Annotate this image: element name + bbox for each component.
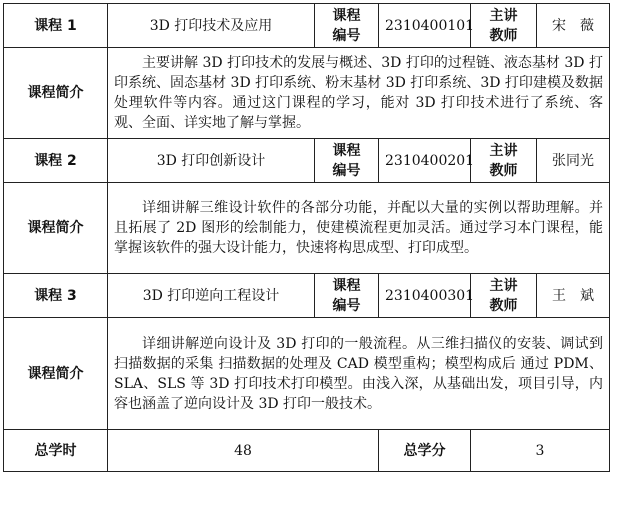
course-1-intro-text: 主要讲解 3D 打印技术的发展与概述、3D 打印的过程链、液态基材 3D 打印系统、固态基材 3D 打印系统、粉末基材 3D 打印系统、3D 打印建模及数据处理软件等内容。通过这门课程的学习，能对 3D 打印技术进行了系统、客观、全面、详实地了解与掌握。 xyxy=(114,55,603,131)
totals-row xyxy=(4,430,610,472)
course-3-intro xyxy=(108,318,610,430)
course-3-intro-label: 课程简介 xyxy=(4,318,108,430)
course-2-intro xyxy=(108,183,610,274)
course-2-name: 3D 打印创新设计 xyxy=(108,139,315,183)
course-2-row xyxy=(4,139,610,183)
course-3-teacher: 王 斌 xyxy=(537,274,610,318)
code-label-line2: 编号 xyxy=(332,162,361,179)
course-2-label: 课程 2 xyxy=(4,139,108,183)
course-1-intro xyxy=(108,48,610,139)
course-2-intro-row xyxy=(4,183,610,274)
teacher-label-line2: 教师 xyxy=(489,162,518,179)
teacher-label-line1: 主讲 xyxy=(489,142,518,159)
code-label-line2: 编号 xyxy=(332,297,361,314)
course-3-code-label xyxy=(315,274,379,318)
course-1-teacher: 宋 薇 xyxy=(537,4,610,48)
course-2-code: 2310400201 xyxy=(379,139,471,183)
course-1-name: 3D 打印技术及应用 xyxy=(108,4,315,48)
course-2-teacher-label xyxy=(471,139,537,183)
course-1-row xyxy=(4,4,610,48)
course-1-label: 课程 1 xyxy=(4,4,108,48)
course-2-intro-label: 课程简介 xyxy=(4,183,108,274)
course-3-row xyxy=(4,274,610,318)
course-3-label: 课程 3 xyxy=(4,274,108,318)
course-sheet xyxy=(3,3,610,472)
course-1-intro-row xyxy=(4,48,610,139)
code-label-line1: 课程 xyxy=(332,7,361,24)
total-hours-label: 总学时 xyxy=(4,430,108,472)
teacher-label-line2: 教师 xyxy=(489,27,518,44)
course-3-intro-text: 详细讲解逆向设计及 3D 打印的一般流程。从三维扫描仪的安装、调试到扫描数据的采集 扫描数据的处理及 CAD 模型重构；模型构成后 通过 PDM、SLA、SLS 等 3D 打印技术打印模型。由浅入深，从基础出发，项目引导，内容也涵盖了逆向设计及 3D 打印一般技术。 xyxy=(114,335,603,412)
course-2-intro-text: 详细讲解三维设计软件的各部分功能，并配以大量的实例以帮助理解。并且拓展了 2D 图形的绘制能力，使建模流程更加灵活。通过学习本门课程，能掌握该软件的强大设计能力，快速将构思成型、打印成型。 xyxy=(114,200,603,256)
course-2-code-label xyxy=(315,139,379,183)
code-label-line1: 课程 xyxy=(332,277,361,294)
course-1-teacher-label xyxy=(471,4,537,48)
course-3-intro-row xyxy=(4,318,610,430)
teacher-label-line2: 教师 xyxy=(489,297,518,314)
course-1-code: 2310400101 xyxy=(379,4,471,48)
total-hours-value: 48 xyxy=(108,430,379,472)
course-1-code-label xyxy=(315,4,379,48)
teacher-label-line1: 主讲 xyxy=(489,277,518,294)
total-credits-label: 总学分 xyxy=(379,430,471,472)
course-2-teacher: 张同光 xyxy=(537,139,610,183)
code-label-line1: 课程 xyxy=(332,142,361,159)
course-3-code: 2310400301 xyxy=(379,274,471,318)
code-label-line2: 编号 xyxy=(332,27,361,44)
course-3-teacher-label xyxy=(471,274,537,318)
teacher-label-line1: 主讲 xyxy=(489,7,518,24)
course-3-name: 3D 打印逆向工程设计 xyxy=(108,274,315,318)
course-table xyxy=(3,3,610,472)
course-1-intro-label: 课程简介 xyxy=(4,48,108,139)
total-credits-value: 3 xyxy=(471,430,610,472)
